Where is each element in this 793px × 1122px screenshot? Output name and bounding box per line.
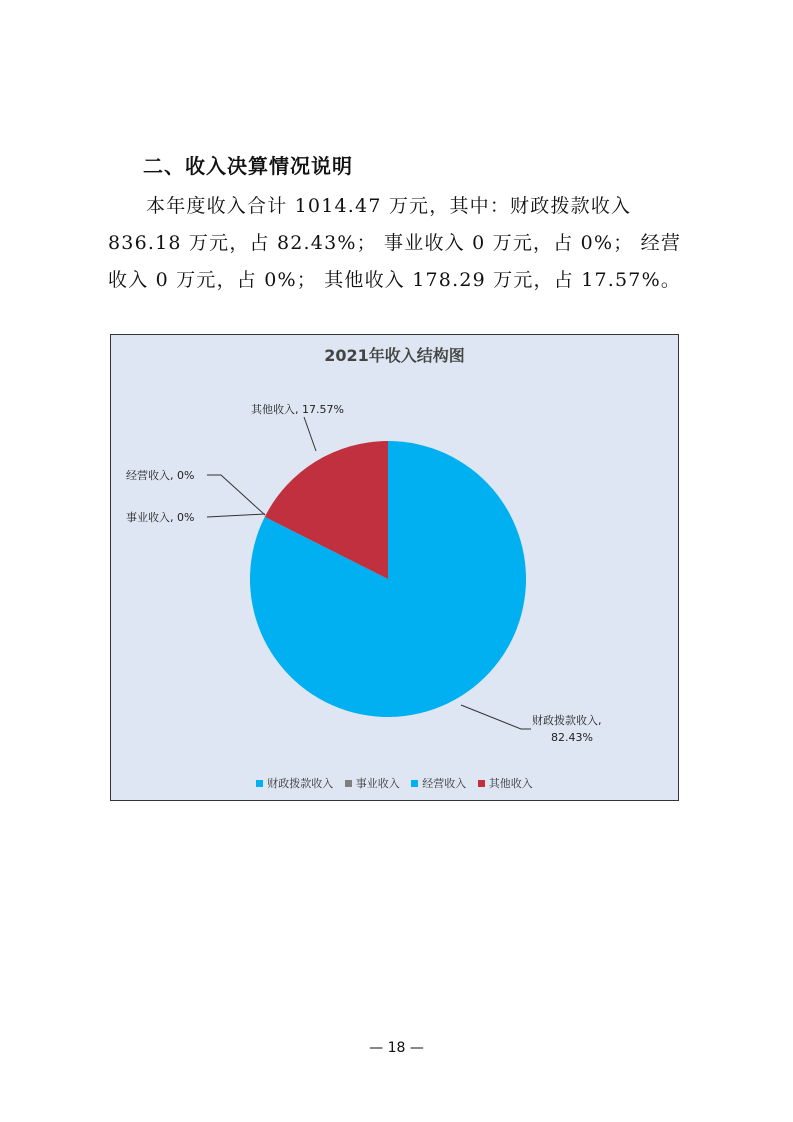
chart-title: 2021年收入结构图 [324,346,465,365]
leader-line-business [207,514,265,517]
pie-chart-svg [111,335,677,799]
legend-item-other: 其他收入 [478,775,533,791]
legend-swatch [411,780,418,787]
legend-swatch [345,780,352,787]
legend-swatch [256,780,263,787]
legend-swatch [478,780,485,787]
chart-legend [111,775,678,791]
section-heading: 二、收入决算情况说明 [143,154,353,178]
data-label-fiscal-value: 82.43% [551,731,593,744]
leader-line-operating [207,475,265,515]
leader-line-other [304,417,316,451]
income-structure-chart [110,334,679,801]
legend-item-operating: 经营收入 [411,775,466,791]
legend-item-fiscal: 财政拨款收入 [256,775,333,791]
data-label-operating: 经营收入, 0% [126,469,195,482]
data-label-business: 事业收入, 0% [126,511,195,524]
leader-line-fiscal [461,705,531,729]
data-label-other: 其他收入, 17.57% [251,403,344,416]
page-number: — 18 — [369,1040,424,1056]
data-label-fiscal: 财政拨款收入, [532,714,602,727]
income-summary-paragraph: 本年度收入合计 1014.47 万元，其中：财政拨款收入 836.18 万元，占 82.43%； 事业收入 0 万元，占 0%； 经营收入 0 万元，占 0%； 其他收入 178.29 万元，占 17.57%。 [108,195,682,291]
legend-item-business: 事业收入 [345,775,400,791]
